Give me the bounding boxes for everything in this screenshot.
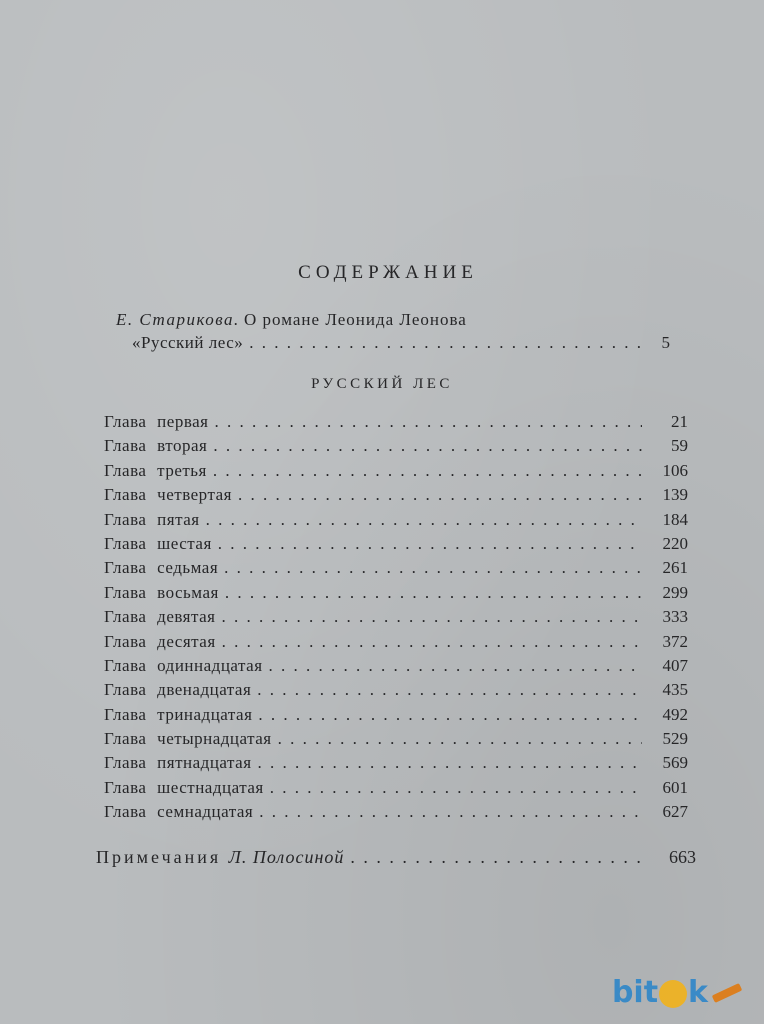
chapter-title: Глава десятая <box>104 631 216 651</box>
chapter-title: Глава пятнадцатая <box>104 753 252 773</box>
dot-leader <box>215 412 643 432</box>
chapter-title: Глава первая <box>104 412 209 431</box>
chapter-page-number: 220 <box>662 533 688 553</box>
dot-leader <box>257 680 642 700</box>
chapter-title: Глава седьмая <box>104 558 219 578</box>
dot-leader <box>225 583 642 603</box>
intro-entry-line2 <box>132 333 670 353</box>
page-heading: СОДЕРЖАНИЕ <box>298 262 478 283</box>
chapter-title: Глава шестая <box>104 533 212 553</box>
dot-leader <box>206 510 642 530</box>
chapter-title: Глава четырнадцатая <box>104 729 272 749</box>
notes-title: Примечания <box>96 847 222 867</box>
chapter-entry <box>104 583 688 607</box>
chapter-entry <box>104 680 688 704</box>
chapter-page-number: 372 <box>662 631 688 651</box>
chapter-page-number: 529 <box>662 729 688 749</box>
chapter-page-number: 492 <box>662 704 688 724</box>
chapter-entry <box>104 412 688 436</box>
chapter-entry <box>104 632 688 656</box>
intro-page-number: 5 <box>661 333 670 352</box>
chapter-entry <box>104 436 688 460</box>
chapter-entry <box>104 607 688 631</box>
chapter-title: Глава девятая <box>104 607 216 627</box>
chapter-entry <box>104 753 688 777</box>
chapter-title: Глава пятая <box>104 509 200 529</box>
chapter-title: Глава восьмая <box>104 582 219 602</box>
dot-leader <box>218 534 642 554</box>
chapter-page-number: 435 <box>662 680 688 700</box>
intro-author: Е. Старикова. <box>116 310 240 329</box>
chapter-entry <box>104 802 688 826</box>
chapter-page-number: 627 <box>662 802 688 822</box>
dot-leader <box>222 632 642 652</box>
dot-leader <box>238 485 642 505</box>
dot-leader <box>259 802 642 822</box>
section-title: РУССКИЙ ЛЕС <box>311 376 453 392</box>
notes-entry <box>96 847 696 868</box>
chapter-entry <box>104 461 688 485</box>
chapter-page-number: 21 <box>671 412 688 431</box>
chapter-page-number: 59 <box>671 436 688 456</box>
chapter-page-number: 261 <box>662 558 688 578</box>
chapter-title: Глава вторая <box>104 436 208 456</box>
dot-leader <box>222 607 643 627</box>
dot-leader <box>350 847 650 868</box>
chapter-entry <box>104 729 688 753</box>
lightbulb-icon <box>659 980 687 1008</box>
intro-entry-line1 <box>116 310 467 330</box>
chapter-entry <box>104 558 688 582</box>
notes-label <box>96 847 344 868</box>
dot-leader <box>258 705 642 725</box>
chapter-page-number: 184 <box>662 509 688 529</box>
chapter-list <box>104 412 688 827</box>
dot-leader <box>258 753 642 773</box>
dot-leader <box>270 778 642 798</box>
chapter-title: Глава одиннадцатая <box>104 655 263 675</box>
chapter-entry <box>104 534 688 558</box>
dot-leader <box>213 436 642 456</box>
chapter-page-number: 601 <box>662 777 688 797</box>
chapter-entry <box>104 778 688 802</box>
chapter-title: Глава тринадцатая <box>104 704 253 724</box>
intro-title-line1: О романе Леонида Леонова <box>244 310 467 329</box>
notes-author: Л. Полосиной <box>228 847 345 867</box>
chapter-title: Глава четвертая <box>104 485 232 505</box>
notes-page-number: 663 <box>669 847 696 867</box>
chapter-title: Глава семнадцатая <box>104 802 254 822</box>
chapter-title: Глава третья <box>104 460 207 480</box>
chapter-page-number: 407 <box>662 655 688 675</box>
watermark-text-start: bit <box>611 975 659 1010</box>
chapter-entry <box>104 485 688 509</box>
dot-leader <box>249 333 644 353</box>
chapter-page-number: 106 <box>662 460 688 480</box>
chapter-page-number: 569 <box>662 753 688 773</box>
dot-leader <box>269 656 642 676</box>
chapter-page-number: 139 <box>662 485 688 505</box>
watermark-text-end: k <box>688 975 708 1010</box>
chapter-title: Глава шестнадцатая <box>104 777 264 797</box>
intro-title-line2: «Русский лес» <box>132 333 244 352</box>
chapter-entry <box>104 705 688 729</box>
chapter-title: Глава двенадцатая <box>104 680 252 700</box>
dot-leader <box>278 729 642 749</box>
hammer-icon <box>712 983 743 1003</box>
chapter-entry <box>104 510 688 534</box>
chapter-entry <box>104 656 688 680</box>
watermark-logo <box>612 975 742 1010</box>
dot-leader <box>224 558 642 578</box>
chapter-page-number: 299 <box>662 582 688 602</box>
chapter-page-number: 333 <box>662 607 688 627</box>
dot-leader <box>213 461 642 481</box>
